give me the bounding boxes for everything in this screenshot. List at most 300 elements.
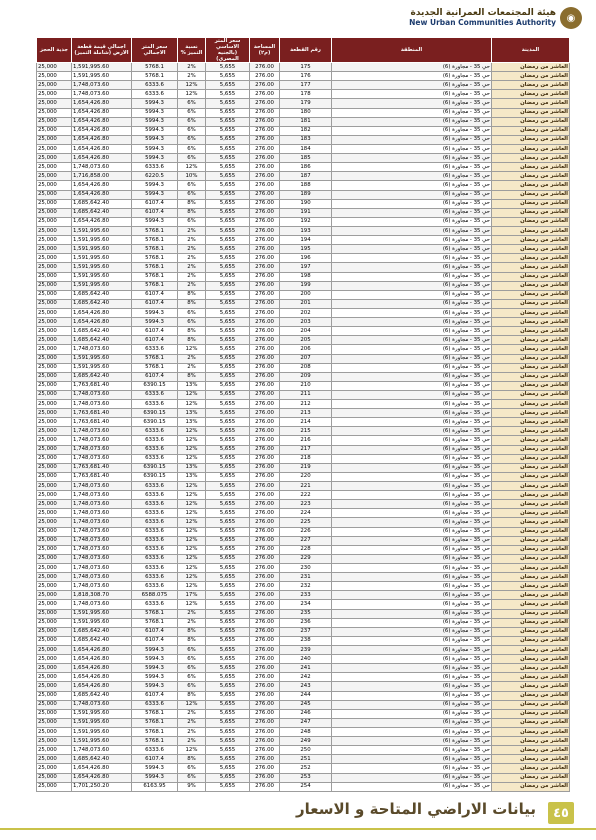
cell-area: 276.00 [250,673,280,682]
cell-total-price-per-m: 5768.1 [132,363,178,372]
cell-area: 276.00 [250,117,280,126]
cell-total-price-per-m: 6333.6 [132,509,178,518]
table-row [37,518,570,527]
cell-premium: 12% [178,527,206,536]
cell-total-value: 1,654,426.80 [72,646,132,655]
cell-area: 276.00 [250,263,280,272]
cell-city: العاشر من رمضان [492,208,570,217]
cell-plot-number: 187 [280,172,332,181]
cell-base-price: 5,655 [206,63,250,72]
cell-zone: حي 35 - مجاورة (6) [332,99,492,108]
table-row [37,117,570,126]
cell-total-price-per-m: 5768.1 [132,281,178,290]
cell-plot-number: 243 [280,682,332,691]
cell-zone: حي 35 - مجاورة (6) [332,727,492,736]
cell-zone: حي 35 - مجاورة (6) [332,463,492,472]
cell-deposit: 25,000 [37,709,72,718]
cell-area: 276.00 [250,591,280,600]
cell-base-price: 5,655 [206,764,250,773]
cell-premium: 12% [178,436,206,445]
cell-area: 276.00 [250,308,280,317]
cell-premium: 13% [178,381,206,390]
cell-total-price-per-m: 6107.4 [132,336,178,345]
cell-area: 276.00 [250,354,280,363]
cell-area: 276.00 [250,272,280,281]
table-row [37,400,570,409]
cell-total-price-per-m: 6107.4 [132,755,178,764]
cell-total-price-per-m: 5768.1 [132,254,178,263]
table-row [37,700,570,709]
cell-base-price: 5,655 [206,236,250,245]
cell-base-price: 5,655 [206,308,250,317]
table-row [37,782,570,791]
cell-total-value: 1,685,642.40 [72,755,132,764]
cell-total-price-per-m: 5994.3 [132,773,178,782]
cell-area: 276.00 [250,454,280,463]
cell-area: 276.00 [250,463,280,472]
cell-zone: حي 35 - مجاورة (6) [332,454,492,463]
cell-total-price-per-m: 5768.1 [132,718,178,727]
cell-total-price-per-m: 6333.6 [132,390,178,399]
cell-plot-number: 222 [280,491,332,500]
table-row [37,573,570,582]
cell-plot-number: 199 [280,281,332,290]
table-row [37,527,570,536]
cell-zone: حي 35 - مجاورة (6) [332,664,492,673]
cell-total-value: 1,654,426.80 [72,682,132,691]
cell-total-price-per-m: 5994.3 [132,154,178,163]
cell-plot-number: 235 [280,609,332,618]
cell-base-price: 5,655 [206,163,250,172]
cell-total-price-per-m: 5768.1 [132,709,178,718]
cell-plot-number: 188 [280,181,332,190]
cell-premium: 12% [178,700,206,709]
cell-total-price-per-m: 6333.6 [132,527,178,536]
cell-zone: حي 35 - مجاورة (6) [332,482,492,491]
cell-total-price-per-m: 6107.4 [132,208,178,217]
cell-deposit: 25,000 [37,117,72,126]
cell-total-value: 1,654,426.80 [72,108,132,117]
cell-zone: حي 35 - مجاورة (6) [332,263,492,272]
cell-area: 276.00 [250,609,280,618]
cell-city: العاشر من رمضان [492,472,570,481]
table-row [37,272,570,281]
cell-total-price-per-m: 6333.6 [132,163,178,172]
cell-plot-number: 192 [280,217,332,226]
cell-total-value: 1,748,073.60 [72,564,132,573]
cell-base-price: 5,655 [206,108,250,117]
cell-city: العاشر من رمضان [492,718,570,727]
cell-zone: حي 35 - مجاورة (6) [332,436,492,445]
table-row [37,308,570,317]
cell-plot-number: 229 [280,554,332,563]
table-row [37,554,570,563]
cell-city: العاشر من رمضان [492,573,570,582]
cell-total-price-per-m: 6333.6 [132,445,178,454]
cell-base-price: 5,655 [206,290,250,299]
cell-total-value: 1,748,073.60 [72,90,132,99]
cell-plot-number: 233 [280,591,332,600]
cell-premium: 6% [178,682,206,691]
cell-deposit: 25,000 [37,609,72,618]
cell-total-value: 1,654,426.80 [72,308,132,317]
cell-city: العاشر من رمضان [492,99,570,108]
nuca-emblem-icon: ◉ [560,7,582,29]
cell-deposit: 25,000 [37,190,72,199]
cell-total-value: 1,748,073.60 [72,518,132,527]
table-row [37,673,570,682]
cell-deposit: 25,000 [37,636,72,645]
cell-city: العاشر من رمضان [492,63,570,72]
table-row [37,318,570,327]
cell-area: 276.00 [250,782,280,791]
cell-zone: حي 35 - مجاورة (6) [332,381,492,390]
table-row [37,509,570,518]
cell-total-value: 1,591,995.60 [72,363,132,372]
cell-total-price-per-m: 5768.1 [132,272,178,281]
table-row [37,354,570,363]
cell-plot-number: 231 [280,573,332,582]
cell-zone: حي 35 - مجاورة (6) [332,655,492,664]
cell-deposit: 25,000 [37,500,72,509]
cell-total-value: 1,591,995.60 [72,718,132,727]
cell-zone: حي 35 - مجاورة (6) [332,445,492,454]
cell-base-price: 5,655 [206,500,250,509]
cell-city: العاشر من رمضان [492,682,570,691]
cell-area: 276.00 [250,627,280,636]
cell-premium: 12% [178,390,206,399]
cell-premium: 10% [178,172,206,181]
cell-zone: حي 35 - مجاورة (6) [332,181,492,190]
cell-area: 276.00 [250,381,280,390]
cell-plot-number: 208 [280,363,332,372]
org-name-en: New Urban Communities Authority [409,18,556,27]
cell-deposit: 25,000 [37,746,72,755]
cell-premium: 13% [178,409,206,418]
cell-total-price-per-m: 6333.6 [132,427,178,436]
cell-total-value: 1,701,250.20 [72,782,132,791]
cell-premium: 12% [178,482,206,491]
cell-premium: 6% [178,144,206,153]
cell-base-price: 5,655 [206,327,250,336]
cell-total-value: 1,591,995.60 [72,737,132,746]
cell-city: العاشر من رمضان [492,482,570,491]
cell-city: العاشر من رمضان [492,582,570,591]
cell-premium: 12% [178,500,206,509]
cell-total-value: 1,591,995.60 [72,72,132,81]
column-header: جدية الحجز [37,38,72,63]
cell-premium: 13% [178,463,206,472]
cell-total-value: 1,748,073.60 [72,554,132,563]
cell-deposit: 25,000 [37,354,72,363]
cell-deposit: 25,000 [37,427,72,436]
cell-premium: 12% [178,491,206,500]
table-row [37,263,570,272]
cell-total-value: 1,591,995.60 [72,709,132,718]
cell-total-value: 1,748,073.60 [72,545,132,554]
cell-base-price: 5,655 [206,372,250,381]
cell-area: 276.00 [250,208,280,217]
table-row [37,636,570,645]
table-row [37,72,570,81]
cell-plot-number: 194 [280,236,332,245]
cell-premium: 2% [178,609,206,618]
cell-total-value: 1,748,073.60 [72,400,132,409]
cell-total-price-per-m: 5768.1 [132,737,178,746]
cell-premium: 8% [178,372,206,381]
cell-city: العاشر من رمضان [492,773,570,782]
cell-area: 276.00 [250,154,280,163]
cell-base-price: 5,655 [206,527,250,536]
cell-area: 276.00 [250,545,280,554]
cell-zone: حي 35 - مجاورة (6) [332,609,492,618]
cell-city: العاشر من رمضان [492,664,570,673]
cell-plot-number: 246 [280,709,332,718]
cell-city: العاشر من رمضان [492,90,570,99]
cell-city: العاشر من رمضان [492,281,570,290]
cell-area: 276.00 [250,281,280,290]
cell-premium: 8% [178,208,206,217]
cell-city: العاشر من رمضان [492,673,570,682]
cell-plot-number: 238 [280,636,332,645]
cell-base-price: 5,655 [206,700,250,709]
cell-deposit: 25,000 [37,509,72,518]
cell-total-price-per-m: 6163.95 [132,782,178,791]
cell-base-price: 5,655 [206,582,250,591]
cell-city: العاشر من رمضان [492,163,570,172]
cell-plot-number: 198 [280,272,332,281]
cell-plot-number: 252 [280,764,332,773]
cell-area: 276.00 [250,646,280,655]
cell-deposit: 25,000 [37,299,72,308]
cell-city: العاشر من رمضان [492,782,570,791]
cell-plot-number: 209 [280,372,332,381]
cell-deposit: 25,000 [37,436,72,445]
cell-zone: حي 35 - مجاورة (6) [332,72,492,81]
cell-deposit: 25,000 [37,245,72,254]
cell-total-price-per-m: 6333.6 [132,746,178,755]
cell-total-value: 1,654,426.80 [72,190,132,199]
cell-base-price: 5,655 [206,190,250,199]
table-row [37,299,570,308]
cell-city: العاشر من رمضان [492,509,570,518]
cell-total-value: 1,591,995.60 [72,609,132,618]
cell-plot-number: 186 [280,163,332,172]
cell-zone: حي 35 - مجاورة (6) [332,600,492,609]
cell-city: العاشر من رمضان [492,463,570,472]
cell-deposit: 25,000 [37,372,72,381]
cell-city: العاشر من رمضان [492,354,570,363]
cell-plot-number: 244 [280,691,332,700]
cell-city: العاشر من رمضان [492,327,570,336]
table-row [37,491,570,500]
cell-deposit: 25,000 [37,518,72,527]
cell-premium: 12% [178,163,206,172]
cell-total-value: 1,591,995.60 [72,354,132,363]
cell-premium: 6% [178,135,206,144]
cell-deposit: 25,000 [37,627,72,636]
cell-plot-number: 248 [280,727,332,736]
cell-zone: حي 35 - مجاورة (6) [332,591,492,600]
cell-total-value: 1,748,073.60 [72,390,132,399]
cell-total-price-per-m: 5994.3 [132,117,178,126]
cell-plot-number: 202 [280,308,332,317]
cell-total-value: 1,748,073.60 [72,527,132,536]
cell-zone: حي 35 - مجاورة (6) [332,746,492,755]
cell-base-price: 5,655 [206,181,250,190]
cell-total-value: 1,654,426.80 [72,135,132,144]
cell-premium: 2% [178,226,206,235]
column-header: اجمالي قيمة قطعة الارض (شاملة التميز) [72,38,132,63]
cell-city: العاشر من رمضان [492,217,570,226]
cell-zone: حي 35 - مجاورة (6) [332,509,492,518]
table-row [37,600,570,609]
cell-area: 276.00 [250,418,280,427]
cell-total-value: 1,748,073.60 [72,436,132,445]
cell-total-price-per-m: 5994.3 [132,682,178,691]
cell-base-price: 5,655 [206,318,250,327]
cell-zone: حي 35 - مجاورة (6) [332,636,492,645]
cell-deposit: 25,000 [37,527,72,536]
cell-total-price-per-m: 6107.4 [132,299,178,308]
cell-total-value: 1,763,681.40 [72,381,132,390]
cell-deposit: 25,000 [37,72,72,81]
table-row [37,591,570,600]
cell-plot-number: 213 [280,409,332,418]
cell-city: العاشر من رمضان [492,272,570,281]
cell-plot-number: 197 [280,263,332,272]
cell-base-price: 5,655 [206,755,250,764]
cell-zone: حي 35 - مجاورة (6) [332,299,492,308]
cell-zone: حي 35 - مجاورة (6) [332,372,492,381]
cell-plot-number: 217 [280,445,332,454]
cell-base-price: 5,655 [206,773,250,782]
cell-deposit: 25,000 [37,691,72,700]
cell-zone: حي 35 - مجاورة (6) [332,755,492,764]
cell-plot-number: 216 [280,436,332,445]
cell-deposit: 25,000 [37,545,72,554]
cell-premium: 12% [178,445,206,454]
cell-plot-number: 232 [280,582,332,591]
cell-area: 276.00 [250,773,280,782]
cell-base-price: 5,655 [206,691,250,700]
cell-city: العاشر من رمضان [492,409,570,418]
cell-base-price: 5,655 [206,81,250,90]
cell-city: العاشر من رمضان [492,591,570,600]
cell-plot-number: 206 [280,345,332,354]
cell-base-price: 5,655 [206,144,250,153]
cell-city: العاشر من رمضان [492,318,570,327]
cell-premium: 6% [178,108,206,117]
cell-total-value: 1,591,995.60 [72,226,132,235]
cell-total-value: 1,591,995.60 [72,245,132,254]
cell-deposit: 25,000 [37,99,72,108]
cell-total-value: 1,685,642.40 [72,636,132,645]
cell-premium: 12% [178,345,206,354]
cell-base-price: 5,655 [206,545,250,554]
cell-zone: حي 35 - مجاورة (6) [332,491,492,500]
cell-plot-number: 204 [280,327,332,336]
cell-total-price-per-m: 5994.3 [132,135,178,144]
cell-city: العاشر من رمضان [492,491,570,500]
cell-premium: 2% [178,236,206,245]
cell-area: 276.00 [250,226,280,235]
cell-area: 276.00 [250,181,280,190]
table-row [37,90,570,99]
table-row [37,564,570,573]
cell-total-value: 1,654,426.80 [72,117,132,126]
table-row [37,755,570,764]
cell-premium: 12% [178,582,206,591]
cell-base-price: 5,655 [206,208,250,217]
cell-base-price: 5,655 [206,709,250,718]
cell-deposit: 25,000 [37,390,72,399]
cell-zone: حي 35 - مجاورة (6) [332,236,492,245]
cell-plot-number: 218 [280,454,332,463]
cell-plot-number: 193 [280,226,332,235]
cell-premium: 6% [178,764,206,773]
cell-total-price-per-m: 5994.3 [132,655,178,664]
cell-total-price-per-m: 6107.4 [132,372,178,381]
cell-total-price-per-m: 6390.15 [132,418,178,427]
cell-area: 276.00 [250,564,280,573]
cell-base-price: 5,655 [206,245,250,254]
cell-premium: 6% [178,673,206,682]
cell-zone: حي 35 - مجاورة (6) [332,400,492,409]
cell-premium: 6% [178,181,206,190]
cell-deposit: 25,000 [37,163,72,172]
cell-area: 276.00 [250,345,280,354]
cell-area: 276.00 [250,691,280,700]
cell-deposit: 25,000 [37,727,72,736]
cell-total-value: 1,716,858.00 [72,172,132,181]
table-row [37,427,570,436]
cell-city: العاشر من رمضان [492,81,570,90]
cell-area: 276.00 [250,108,280,117]
cell-zone: حي 35 - مجاورة (6) [332,190,492,199]
cell-zone: حي 35 - مجاورة (6) [332,627,492,636]
cell-total-price-per-m: 6107.4 [132,290,178,299]
cell-deposit: 25,000 [37,445,72,454]
cell-deposit: 25,000 [37,254,72,263]
cell-deposit: 25,000 [37,472,72,481]
table-row [37,281,570,290]
cell-total-value: 1,591,995.60 [72,254,132,263]
table-row [37,536,570,545]
cell-base-price: 5,655 [206,436,250,445]
cell-area: 276.00 [250,144,280,153]
cell-city: العاشر من رمضان [492,363,570,372]
cell-base-price: 5,655 [206,746,250,755]
cell-city: العاشر من رمضان [492,190,570,199]
cell-deposit: 25,000 [37,126,72,135]
cell-deposit: 25,000 [37,536,72,545]
table-row [37,181,570,190]
cell-total-value: 1,748,073.60 [72,573,132,582]
cell-zone: حي 35 - مجاورة (6) [332,108,492,117]
cell-plot-number: 181 [280,117,332,126]
cell-premium: 8% [178,691,206,700]
cell-plot-number: 195 [280,245,332,254]
cell-total-price-per-m: 6333.6 [132,536,178,545]
cell-deposit: 25,000 [37,363,72,372]
cell-total-value: 1,685,642.40 [72,627,132,636]
cell-city: العاشر من رمضان [492,737,570,746]
cell-total-price-per-m: 5768.1 [132,226,178,235]
cell-plot-number: 237 [280,627,332,636]
cell-area: 276.00 [250,518,280,527]
cell-area: 276.00 [250,99,280,108]
